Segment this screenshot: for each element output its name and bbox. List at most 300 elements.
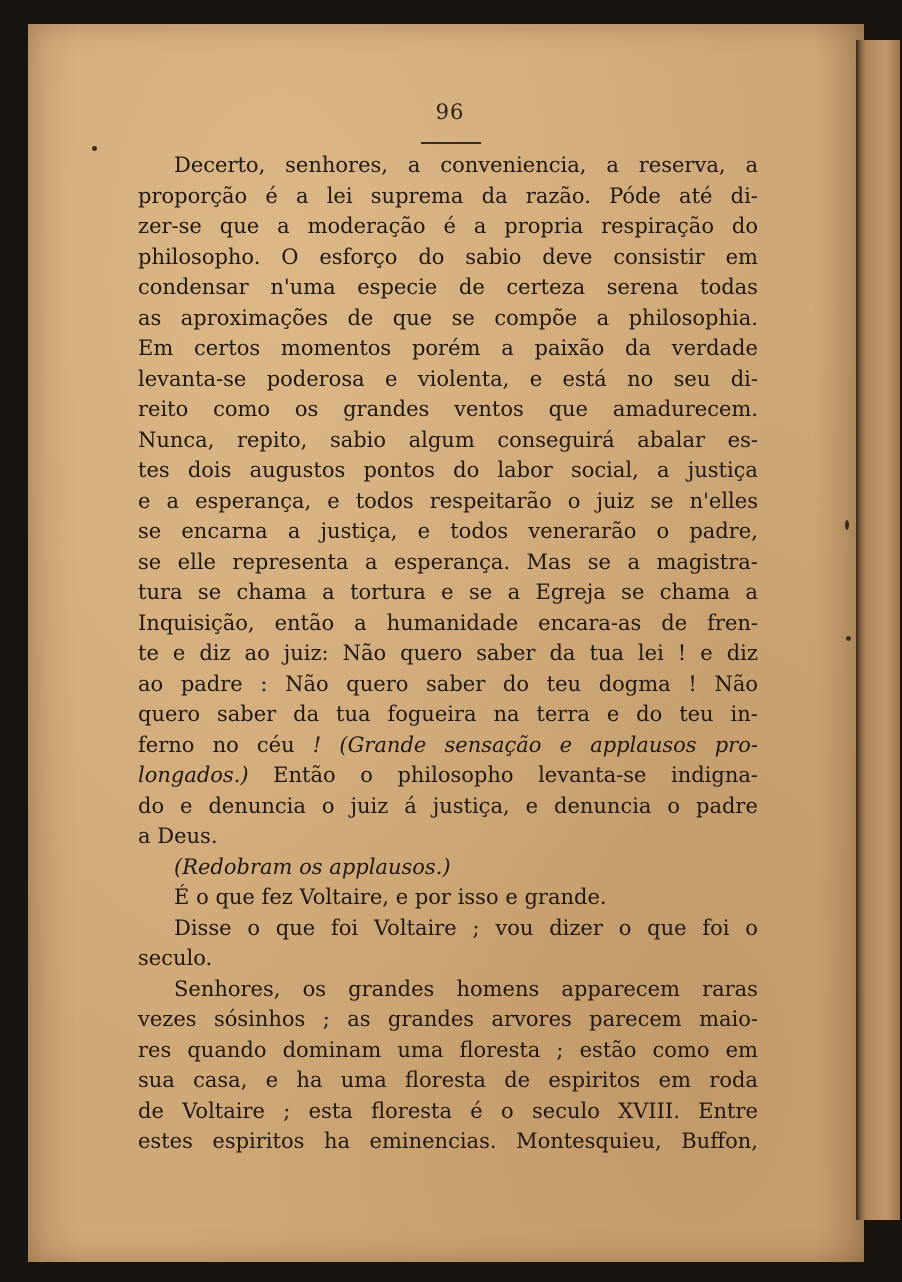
word: a [745,580,758,604]
word: e [265,1068,279,1092]
word: aproximações [180,305,328,330]
word: e [505,885,518,909]
word: amadurecem. [612,397,758,421]
word: philosopho. [138,244,261,269]
word: ventos [454,397,524,421]
word: o [321,793,335,818]
word: a [507,580,521,604]
word: roda [709,1068,758,1092]
word: a [166,488,180,513]
word: compõe [494,305,578,330]
word: tua [589,641,624,665]
word: levanta-se [538,763,647,787]
word: encara-as [538,610,642,635]
paper-speck [845,520,849,530]
word: grande. [524,885,607,909]
word: os [302,976,326,1001]
header-rule [421,142,481,144]
word: : [260,671,268,696]
word: O [281,244,299,269]
word: ha [296,1068,323,1092]
word: proporção [138,183,248,208]
text-line [138,516,758,547]
word: respeitarão [429,488,552,513]
word: padre [180,671,243,696]
word: eminencias. [369,1129,497,1153]
word: certos [194,336,261,360]
word: que [219,214,260,238]
word: juiz: [283,641,329,665]
word: parecem [589,1007,682,1031]
word: te [138,641,159,665]
word: floresta [405,1068,486,1092]
word: serena [606,275,679,299]
text-line [138,1004,758,1035]
word: applausos.) [329,854,451,879]
word: saber [426,671,486,696]
word: dois [187,458,232,482]
word: vou [495,915,534,940]
word: diz [726,641,758,665]
word: até [679,183,713,208]
text-line [138,547,758,578]
word: de [347,305,374,330]
word: res [138,1037,172,1062]
word: a [473,214,487,238]
word: o [656,519,670,543]
word: grandes [348,976,435,1001]
word: fogueira [387,702,477,726]
word: quero [400,641,463,665]
word: chama [236,580,307,604]
word: se [468,580,493,604]
paper-speck [846,636,851,641]
body-text [138,150,758,1157]
word: padre [696,793,758,818]
word: os [299,854,323,879]
word: uma [397,1037,444,1062]
word: encarna [181,519,268,543]
word: sua [138,1068,175,1092]
word: razão. [525,183,591,208]
word: em [658,1068,691,1092]
word: ! [677,641,687,665]
word: que [275,915,316,940]
word: o [618,915,632,940]
word: quando [187,1037,267,1062]
word: a [296,183,309,208]
word: terra [536,702,590,726]
word: respiração [601,214,714,238]
word: justiça, [432,793,510,818]
word: é [443,214,456,238]
word: algum [408,427,475,452]
word: céu [256,732,295,757]
word: juiz [596,488,635,513]
word: se [138,549,162,574]
word: zer-se [138,214,202,238]
word: do [453,458,480,482]
word: grandes [343,397,430,421]
word: indigna- [670,763,758,787]
word: ! [688,671,697,696]
word: o [196,885,209,909]
word: tortura [350,580,426,604]
word: esperança, [195,488,312,513]
word: a [277,214,290,238]
word: ha [323,1129,350,1153]
word: ao [244,641,270,665]
word: juiz [350,793,389,818]
word: foi [702,915,730,940]
word: as [347,1007,371,1031]
word: a [322,580,335,604]
word: philosopho [397,763,514,787]
word: Inquisição, [138,610,255,635]
word: propria [504,214,584,238]
word: es- [727,427,758,452]
word: raras [702,976,758,1001]
word: ferno [138,732,195,757]
word: e [441,580,454,604]
word: arvores [491,1007,572,1031]
word: especie [357,275,438,299]
word: a [501,336,514,360]
text-line [138,1065,758,1096]
word: Entre [698,1098,758,1123]
word: seu [673,366,711,391]
word: se [138,519,162,543]
paper-speck [92,146,97,151]
text-line [138,1035,758,1066]
word: a [287,519,301,543]
word: Em [138,336,174,360]
word: que [392,305,433,330]
word: se [451,305,475,330]
word: XVIII. [618,1098,680,1123]
text-line [138,852,758,883]
word: á [404,793,417,818]
text-line [138,486,758,517]
word: sabio [329,427,387,452]
text-line [138,943,758,974]
word: denuncia [554,793,652,818]
word: se [621,580,645,604]
word: Póde [609,183,661,208]
word: diz [199,641,231,665]
word: do [418,244,445,269]
word: Montesquieu, [516,1129,662,1153]
word: da [625,336,651,360]
text-line [138,699,758,730]
word: reito [138,397,189,421]
word: saber [476,641,536,665]
word: augustos [249,458,346,482]
word: é [265,183,278,208]
word: Disse [174,915,232,940]
word: a [627,549,640,574]
text-line [138,638,758,669]
word: e [559,732,573,757]
word: e [138,488,151,513]
word: como [652,1037,710,1062]
word: como [213,397,271,421]
word: isso [457,885,499,909]
word: o [567,488,581,513]
word: na [493,702,520,726]
word: repito, [236,427,308,452]
word: Não [342,641,387,665]
word: moderação [307,214,426,238]
text-line [138,211,758,242]
word: applausos [590,732,697,757]
word: pro- [714,732,758,757]
word: labor [497,458,553,482]
word: n'elles [689,488,758,513]
word: longados.) [138,763,249,787]
word: todos [355,488,414,513]
word: espiritos [212,1129,305,1153]
word: o [501,1098,514,1123]
word: todos [450,519,509,543]
word: maio- [699,1007,758,1031]
word: momentos [280,336,392,360]
word: estão [579,1037,637,1062]
text-line [138,760,758,791]
word: abalar [637,427,706,452]
word: está [562,366,607,391]
word: elle [177,549,216,574]
word: Nunca, [138,427,215,452]
word: certeza [506,275,586,299]
word: esforço [319,244,398,269]
word: do [636,702,663,726]
word: casa, [193,1068,248,1092]
word: e [172,641,186,665]
word: e [417,519,431,543]
word: e [327,488,340,513]
word: floresta [459,1037,541,1062]
text-line [138,181,758,212]
word: dominam [282,1037,382,1062]
word: suprema [370,183,464,208]
word: a [745,153,758,177]
word: lei [326,183,353,208]
word: a [354,610,367,635]
word: ; [322,1007,330,1031]
word: espiritos [548,1068,641,1092]
word: de [504,1068,531,1092]
word: esta [308,1098,353,1123]
word: de [138,1098,164,1123]
word: se [650,488,674,513]
word: a [606,153,619,177]
word: em [725,1037,758,1062]
word: verdade [671,336,758,360]
word: Voltaire [182,1098,265,1123]
word: a [364,549,378,574]
word: (Redobram [174,854,293,879]
word: magistra- [656,549,758,574]
word: e [395,885,409,909]
word: philosophia. [628,305,758,330]
word: social, [570,458,639,482]
word: n'uma [270,275,336,299]
word: Então [273,763,336,787]
text-line [138,974,758,1005]
word: lei [637,641,664,665]
text-line [138,821,758,852]
word: Egreja [535,580,606,604]
word: venerarão [528,519,637,543]
word: conseguirá [497,427,615,452]
text-line [138,425,758,456]
word: o [360,763,373,787]
text-line [138,455,758,486]
word: e [700,641,713,665]
word: estes [138,1129,193,1153]
word: esperança. [393,549,511,574]
word: foi [331,915,359,940]
word: condensar [138,275,249,299]
text-line [138,1096,758,1127]
word: representa [232,549,349,574]
word: seculo. [138,946,213,970]
word: ; [283,1098,291,1123]
word: tura [138,580,183,604]
word: sabio [465,244,522,269]
word: Não [714,671,758,696]
word: o [745,915,758,940]
word: porém [411,336,481,360]
word: teu [546,671,582,696]
word: a [138,824,151,848]
word: então [274,610,335,635]
word: que [215,885,255,909]
word: sósinhos [213,1007,306,1031]
word: violenta, [417,366,510,391]
word: em [725,244,758,269]
word: ao [138,671,164,696]
text-line [138,150,758,181]
word: uma [340,1068,387,1092]
word: ! [312,732,322,757]
word: pontos [363,458,435,482]
word: teu [679,702,714,726]
word: e [180,793,193,818]
text-line [138,1126,758,1157]
page-edge-shadow [856,40,900,1220]
word: a [656,458,670,482]
word: homens [456,976,540,1001]
word: ; [472,915,480,940]
word: justiça, [320,519,398,543]
word: Buffon, [681,1129,758,1153]
word: de [458,275,485,299]
word: paixão [534,336,605,360]
word: quero [346,671,409,696]
word: a [596,305,610,330]
word: do [731,214,758,238]
word: vezes [138,1007,197,1031]
word: e [525,793,539,818]
word: sensação [444,732,542,757]
word: É [174,885,190,909]
word: denuncia [208,793,306,818]
word: saber [217,702,277,726]
word: fez [261,885,293,909]
text-line [138,669,758,700]
text-line [138,242,758,273]
text-line [138,333,758,364]
word: do [502,671,529,696]
word: dizer [549,915,603,940]
word: e [606,702,620,726]
word: da [549,641,576,665]
word: que [647,915,687,940]
text-line [138,577,758,608]
word: Deus. [157,824,218,848]
word: conveniencia, [440,153,587,177]
text-line [138,791,758,822]
word: levanta-se [138,366,247,391]
page-number: 96 [435,100,465,124]
word: ; [556,1037,564,1062]
word: consistir [613,244,705,269]
text-line [138,272,758,303]
word: as [138,305,162,330]
word: justiça [687,458,758,482]
word: no [212,732,239,757]
text-line [138,730,758,761]
word: o [667,793,681,818]
word: quero [138,702,201,726]
word: chama [659,580,731,604]
word: se [587,549,611,574]
word: Mas [526,549,572,574]
word: Senhores, [174,976,281,1001]
word: do [138,793,165,818]
word: todas [700,275,758,299]
word: Decerto, [174,153,266,177]
word: a [407,153,421,177]
word: que [548,397,588,421]
word: e [529,366,543,391]
word: o [247,915,260,940]
word: reserva, [638,153,726,177]
word: tes [138,458,170,482]
word: apparecem [561,976,680,1001]
word: grandes [387,1007,475,1031]
word: Não [285,671,329,696]
word: no [627,366,654,391]
word: in- [730,702,758,726]
word: da [293,702,320,726]
word: da [481,183,508,208]
word: e [385,366,398,391]
word: Voltaire [373,915,457,940]
word: se [197,580,222,604]
word: deve [542,244,593,269]
text-line [138,608,758,639]
word: padre, [689,519,758,543]
word: floresta [371,1098,452,1123]
word: os [294,397,319,421]
text-line [138,913,758,944]
word: di- [730,366,758,391]
word: dogma [598,671,671,696]
text-line [138,303,758,334]
